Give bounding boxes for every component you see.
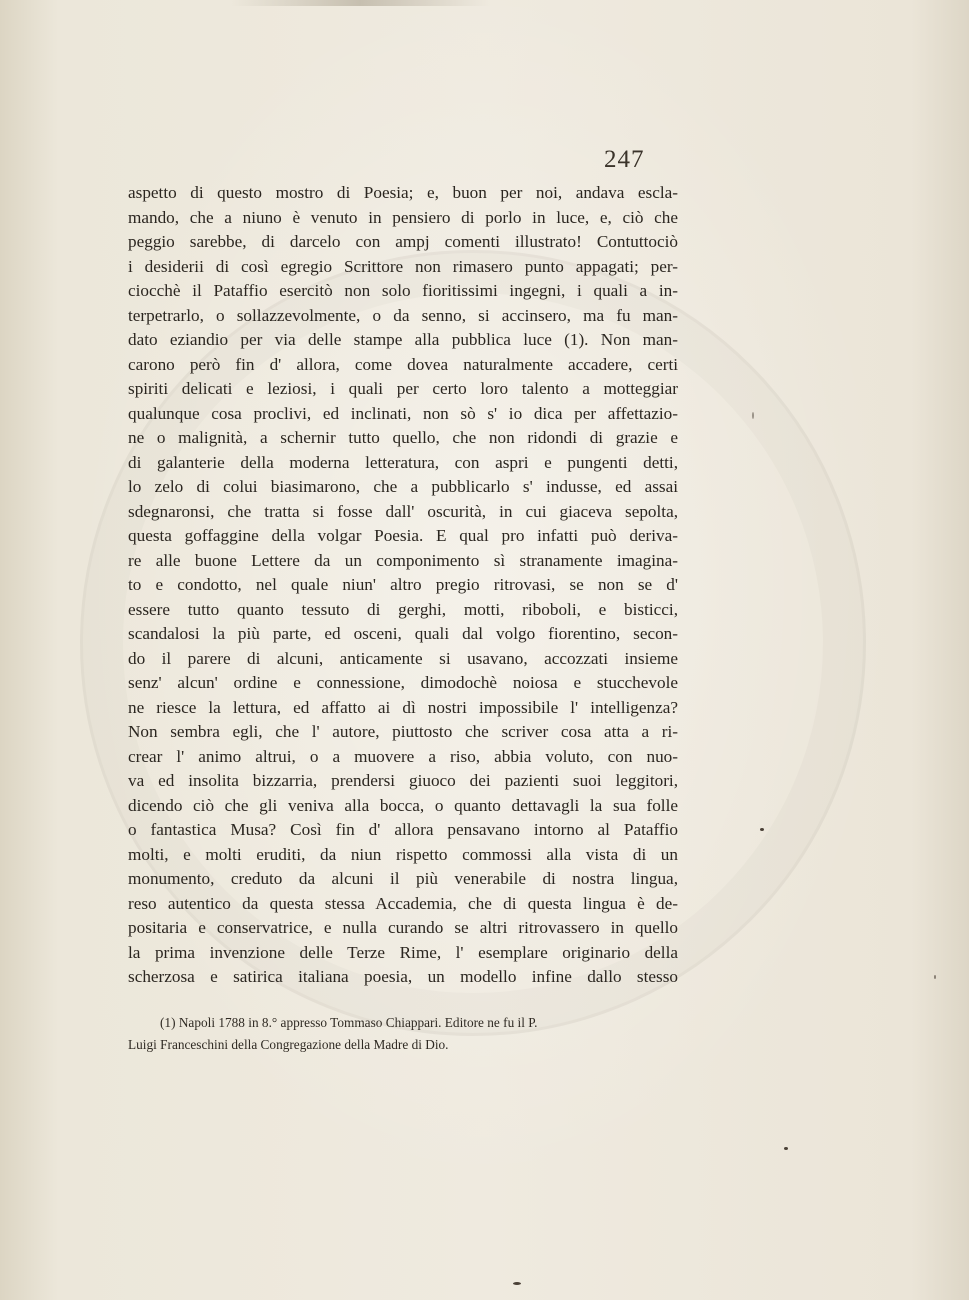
- body-line: peggio sarebbe, di darcelo con ampj comenti illustrato! Contuttociò: [128, 232, 678, 251]
- ink-speck: [752, 412, 754, 419]
- body-line: ciocchè il Pataffio esercitò non solo fioritissimi ingegni, i quali a in-: [128, 281, 678, 300]
- page-number: 247: [604, 146, 645, 173]
- body-line: spiriti delicati e leziosi, i quali per certo loro talento a motteggiar: [128, 379, 678, 398]
- body-line: questa goffaggine della volgar Poesia. E qual pro infatti può deriva-: [128, 526, 678, 545]
- body-text: [128, 181, 678, 990]
- body-line: o fantastica Musa? Così fin d' allora pensavano intorno al Pataffio: [128, 820, 678, 839]
- top-edge-mark: [230, 0, 490, 6]
- body-line: crear l' animo altrui, o a muovere a riso, abbia voluto, con nuo-: [128, 746, 678, 766]
- body-line: dato eziandio per via delle stampe alla pubblica luce (1). Non man-: [128, 330, 678, 349]
- body-line: ne riesce la lettura, ed affatto ai dì nostri impossibile l' intelligenza?: [128, 697, 678, 717]
- body-line: molti, e molti eruditi, da niun rispetto commossi alla vista di un: [128, 844, 678, 864]
- ink-speck: [784, 1147, 788, 1150]
- body-line: to e condotto, nel quale niun' altro pregio ritrovasi, se non se d': [128, 575, 678, 594]
- body-line: di galanterie della moderna letteratura, con aspri e pungenti detti,: [128, 452, 678, 472]
- ink-speck: [760, 828, 764, 831]
- ink-speck: [513, 1282, 521, 1285]
- body-line: monumento, creduto da alcuni il più venerabile di nostra lingua,: [128, 869, 678, 888]
- body-line: reso autentico da questa stessa Accademia, che di questa lingua è de-: [128, 893, 678, 913]
- body-line: i desiderii di così egregio Scrittore non rimasero punto appagati; per-: [128, 256, 678, 276]
- body-line: re alle buone Lettere da un componimento sì stranamente imagina-: [128, 550, 678, 570]
- body-line: ne o malignità, a schernir tutto quello, che non ridondi di grazie e: [128, 428, 678, 447]
- body-line: positaria e conservatrice, e nulla curando se altri ritrovassero in quello: [128, 918, 678, 937]
- body-line: dicendo ciò che gli veniva alla bocca, o quanto dettavagli la sua folle: [128, 795, 678, 815]
- body-line: qualunque cosa proclivi, ed inclinati, non sò s' io dica per affettazio-: [128, 403, 678, 423]
- body-line: scherzosa e satirica italiana poesia, un modello infine dallo stesso: [128, 967, 678, 986]
- footnote-line: (1) Napoli 1788 in 8.° appresso Tommaso Chiappari. Editore ne fu il P.: [160, 1015, 538, 1030]
- footnote: [128, 1012, 678, 1056]
- body-line: Non sembra egli, che l' autore, piuttosto che scriver cosa atta a ri-: [128, 722, 678, 741]
- body-line: sdegnaronsi, che tratta si fosse dall' oscurità, in cui giaceva sepolta,: [128, 501, 678, 521]
- ink-speck: [934, 975, 936, 979]
- body-line: aspetto di questo mostro di Poesia; e, buon per noi, andava escla-: [128, 183, 678, 202]
- body-line: carono però fin d' allora, come dovea naturalmente accadere, certi: [128, 354, 678, 374]
- body-line: va ed insolita bizzarria, prendersi giuoco dei pazienti suoi leggitori,: [128, 771, 678, 790]
- body-line: scandalosi la più parte, ed osceni, quali dal volgo fiorentino, secon-: [128, 624, 678, 643]
- body-line: senz' alcun' ordine e connessione, dimodochè noiosa e stucchevole: [128, 673, 678, 692]
- body-line: essere tutto quanto tessuto di gerghi, motti, riboboli, e bisticci,: [128, 599, 678, 619]
- body-line: lo zelo di colui biasimarono, che a pubblicarlo s' indusse, ed assai: [128, 477, 678, 496]
- body-line: la prima invenzione delle Terze Rime, l' esemplare originario della: [128, 942, 678, 962]
- body-line: terpetrarlo, o sollazzevolmente, o da senno, si accinsero, ma fu man-: [128, 305, 678, 325]
- body-line: mando, che a niuno è venuto in pensiero di porlo in luce, e, ciò che: [128, 207, 678, 227]
- body-line: do il parere di alcuni, anticamente si usavano, accozzati insieme: [128, 648, 678, 668]
- footnote-line: Luigi Franceschini della Congregazione della Madre di Dio.: [128, 1037, 449, 1052]
